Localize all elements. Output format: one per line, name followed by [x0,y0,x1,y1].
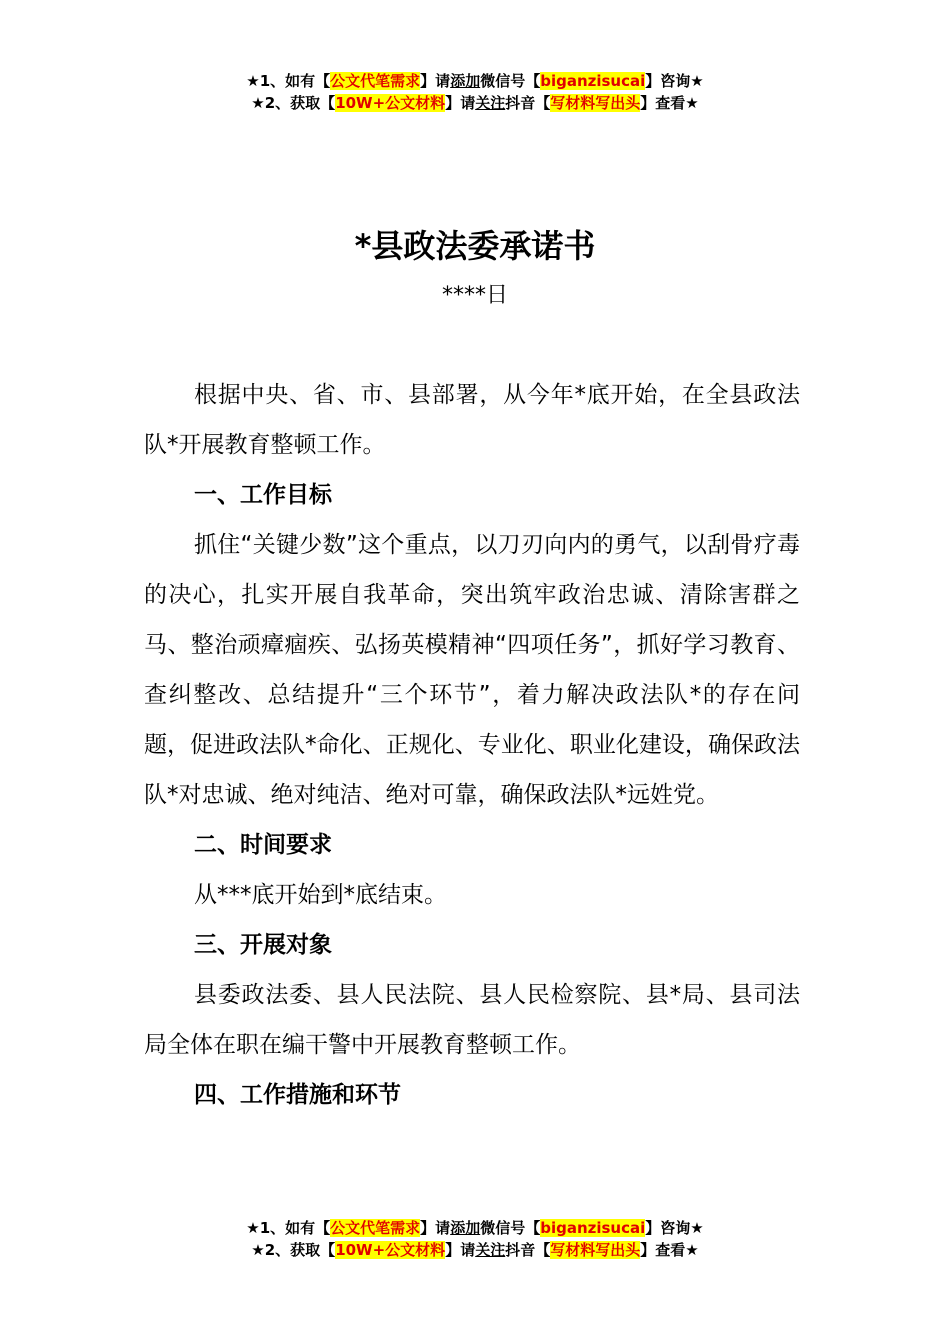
banner-highlight: 公文代笔需求 [330,1219,421,1237]
document-title: *县政法委承诺书 [354,227,596,265]
section-heading: 三、开展对象 [194,932,332,958]
banner-highlight: biganzisucai [540,1219,646,1237]
paragraph: 从***底开始到*底结束。 [194,882,447,908]
banner-highlight: 10W+公文材料 [335,1241,446,1259]
banner-line-1: ★1、如有【公文代笔需求】请添加微信号【biganzisucai】咨询★ [246,72,704,90]
paragraph: 县委政法委、县人民法院、县人民检察院、县*局、县司法局全体在职在编干警中开展教育整顿工作。 [144,982,800,1058]
section-heading: 二、时间要求 [194,832,332,858]
banner-highlight: biganzisucai [540,72,646,90]
header-banner [0,70,950,114]
banner-line-1: ★1、如有【公文代笔需求】请添加微信号【biganzisucai】咨询★ [246,1219,704,1237]
banner-highlight: 写材料写出头 [550,94,641,112]
banner-highlight: 公文代笔需求 [330,72,421,90]
document-date: ****日 [441,283,508,308]
banner-highlight: 写材料写出头 [550,1241,641,1259]
section-heading: 一、工作目标 [194,482,332,508]
document-body [144,370,800,1120]
banner-line-2: ★2、获取【10W+公文材料】请关注抖音【写材料写出头】查看★ [251,94,699,112]
banner-highlight: 10W+公文材料 [335,94,446,112]
footer-banner [0,1217,950,1261]
paragraph: 根据中央、省、市、县部署，从今年*底开始，在全县政法队*开展教育整顿工作。 [144,382,800,458]
section-heading: 四、工作措施和环节 [194,1082,401,1108]
banner-line-2: ★2、获取【10W+公文材料】请关注抖音【写材料写出头】查看★ [251,1241,699,1259]
paragraph: 抓住“关键少数”这个重点，以刀刃向内的勇气，以刮骨疗毒的决心，扎实开展自我革命，突出筑牢政治忠诚、清除害群之马、整治顽瘴痼疾、弘扬英模精神“四项任务”，抓好学习教育、查纠整改、总结提升“三个环节”，着力解决政法队*的存在问题，促进政法队*命化、正规化、专业化、职业化建设，确保政法队*对忠诚、绝对纯洁、绝对可靠，确保政法队*远姓党。 [144,532,800,808]
